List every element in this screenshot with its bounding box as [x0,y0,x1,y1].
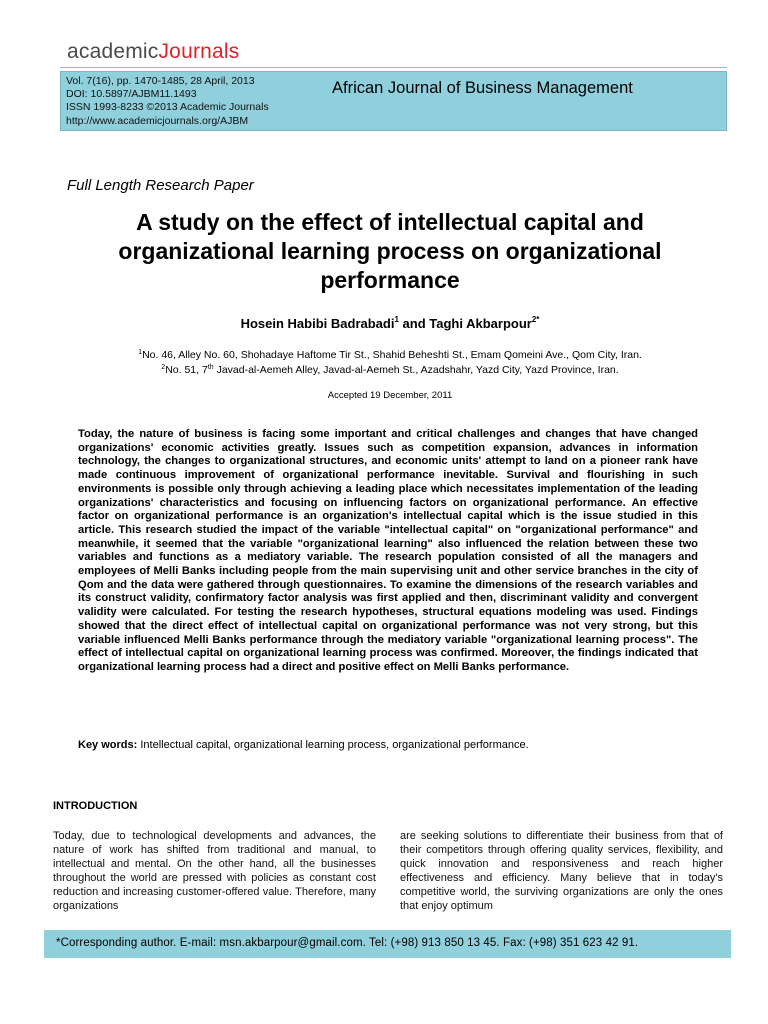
paper-title: A study on the effect of intellectual capital and organizational learning process on organizational performance [118,209,662,293]
volume-line: Vol. 7(16), pp. 1470-1485, 28 April, 2013 [66,75,255,87]
journal-name: African Journal of Business Management [332,79,633,97]
keywords-text: Intellectual capital, organizational learning process, organizational performance. [137,739,529,751]
logo-text-academic: academic [67,40,159,63]
keywords [78,739,698,751]
ordinal-suffix: th [207,364,214,371]
affiliation-mark: 1 [138,349,143,356]
journal-header-banner [60,71,727,131]
author-list [60,315,720,331]
corresponding-author-footer [44,930,731,958]
abstract: Today, the nature of business is facing some important and critical challenges and changes that have changed organizations' economic activities greatly. Issues such as competition expansion, advances in information technology, the changes to organizational structures, and economic units' attempt to land on a pioneer rank have made continuous improvement of organizational performance inevitable. Survival and flourishing in such environments is possible only through achieving a leading place which necessitates implementation of the leading organizations' characteristics and focusing on influencing factors on organizational performance. An effective factor on organizational performance is an organization's intellectual capital which is the issue studied in this article. This research studied the impact of the variable "intellectual capital" on "organizational performance" and meanwhile, it seemed that the variable "organizational learning" also influenced the relation between these two variables and functions as a mediatory variable. The research population consisted of all the managers and employees of Melli Banks including people from the main supervising unit and other service branches in the city of Qom and the data were gathered through questionnaires. To examine the dimensions of the research variables and its construct validity, confirmatory factor analysis was first applied and then, discriminant validity and convergent validity were calculated. For testing the research hypotheses, structural equations modeling was used. Findings showed that the direct effect of intellectual capital on organizational performance was not very strong, but this variable influenced Melli Banks performance through the mediatory variable "organizational learning process". The effect of intellectual capital on organizational learning process was confirmed. Moreover, the findings indicated that organizational learning process had a direct and positive effect on Melli Banks performance. [78,428,698,673]
publisher-logo [67,40,239,64]
issn-line: ISSN 1993-8233 ©2013 Academic Journals [66,101,269,114]
introduction-left-column: Today, due to technological developments and advances, the nature of work has shifted from traditional and manual, to intellectual and mental. On the other hand, all the businesses throughout the world are pressed with policies as constant cost reduction and increasing customer-offered value. Therefore, many organizations [53,830,376,912]
accepted-date: Accepted 19 December, 2011 [327,390,453,401]
paper-type: Full Length Research Paper [67,177,254,194]
author-connector: and [398,316,430,331]
author-affiliation-mark: 1 [394,315,399,324]
introduction-heading: INTRODUCTION [53,800,138,812]
affiliation-mark: 2 [161,364,166,371]
author-name: Taghi Akbarpour [429,316,532,331]
introduction-right-column: are seeking solutions to differentiate their business from that of their competitors through offering quality services, flexibility, and quick innovation and responsiveness and reach higher effectiveness and efficiency. Many believe that in today's competitive world, the surviving organizations are only the ones that enjoy optimum [400,830,723,912]
journal-url-link[interactable]: http://www.academicjournals.org/AJBM [66,114,249,127]
corresponding-author-text: *Corresponding author. E-mail: msn.akbarpour@gmail.com. Tel: (+98) 913 850 13 45. Fax: (+98) 351 623 42 91. [56,937,639,949]
author-affiliation-mark: 2* [531,315,540,324]
publication-meta [66,75,269,128]
logo-text-journals: Journals [158,40,240,63]
keywords-label: Key words: [78,739,138,751]
affiliation-1 [60,349,720,361]
affiliation-text: No. 46, Alley No. 60, Shohadaye Haftome Tir St., Shahid Beheshti St., Emam Qomeini Ave., Qom City, Iran. [142,349,642,361]
affiliation-text-pre: No. 51, 7 [165,364,208,376]
author-name: Hosein Habibi Badrabadi [240,316,395,331]
affiliation-text: Javad-al-Aemeh Alley, Javad-al-Aemeh St., Azadshahr, Yazd City, Yazd Province, Iran. [213,364,619,376]
header-rule [60,67,727,68]
affiliation-2 [60,364,720,376]
doi-line: DOI: 10.5897/AJBM11.1493 [66,88,197,101]
